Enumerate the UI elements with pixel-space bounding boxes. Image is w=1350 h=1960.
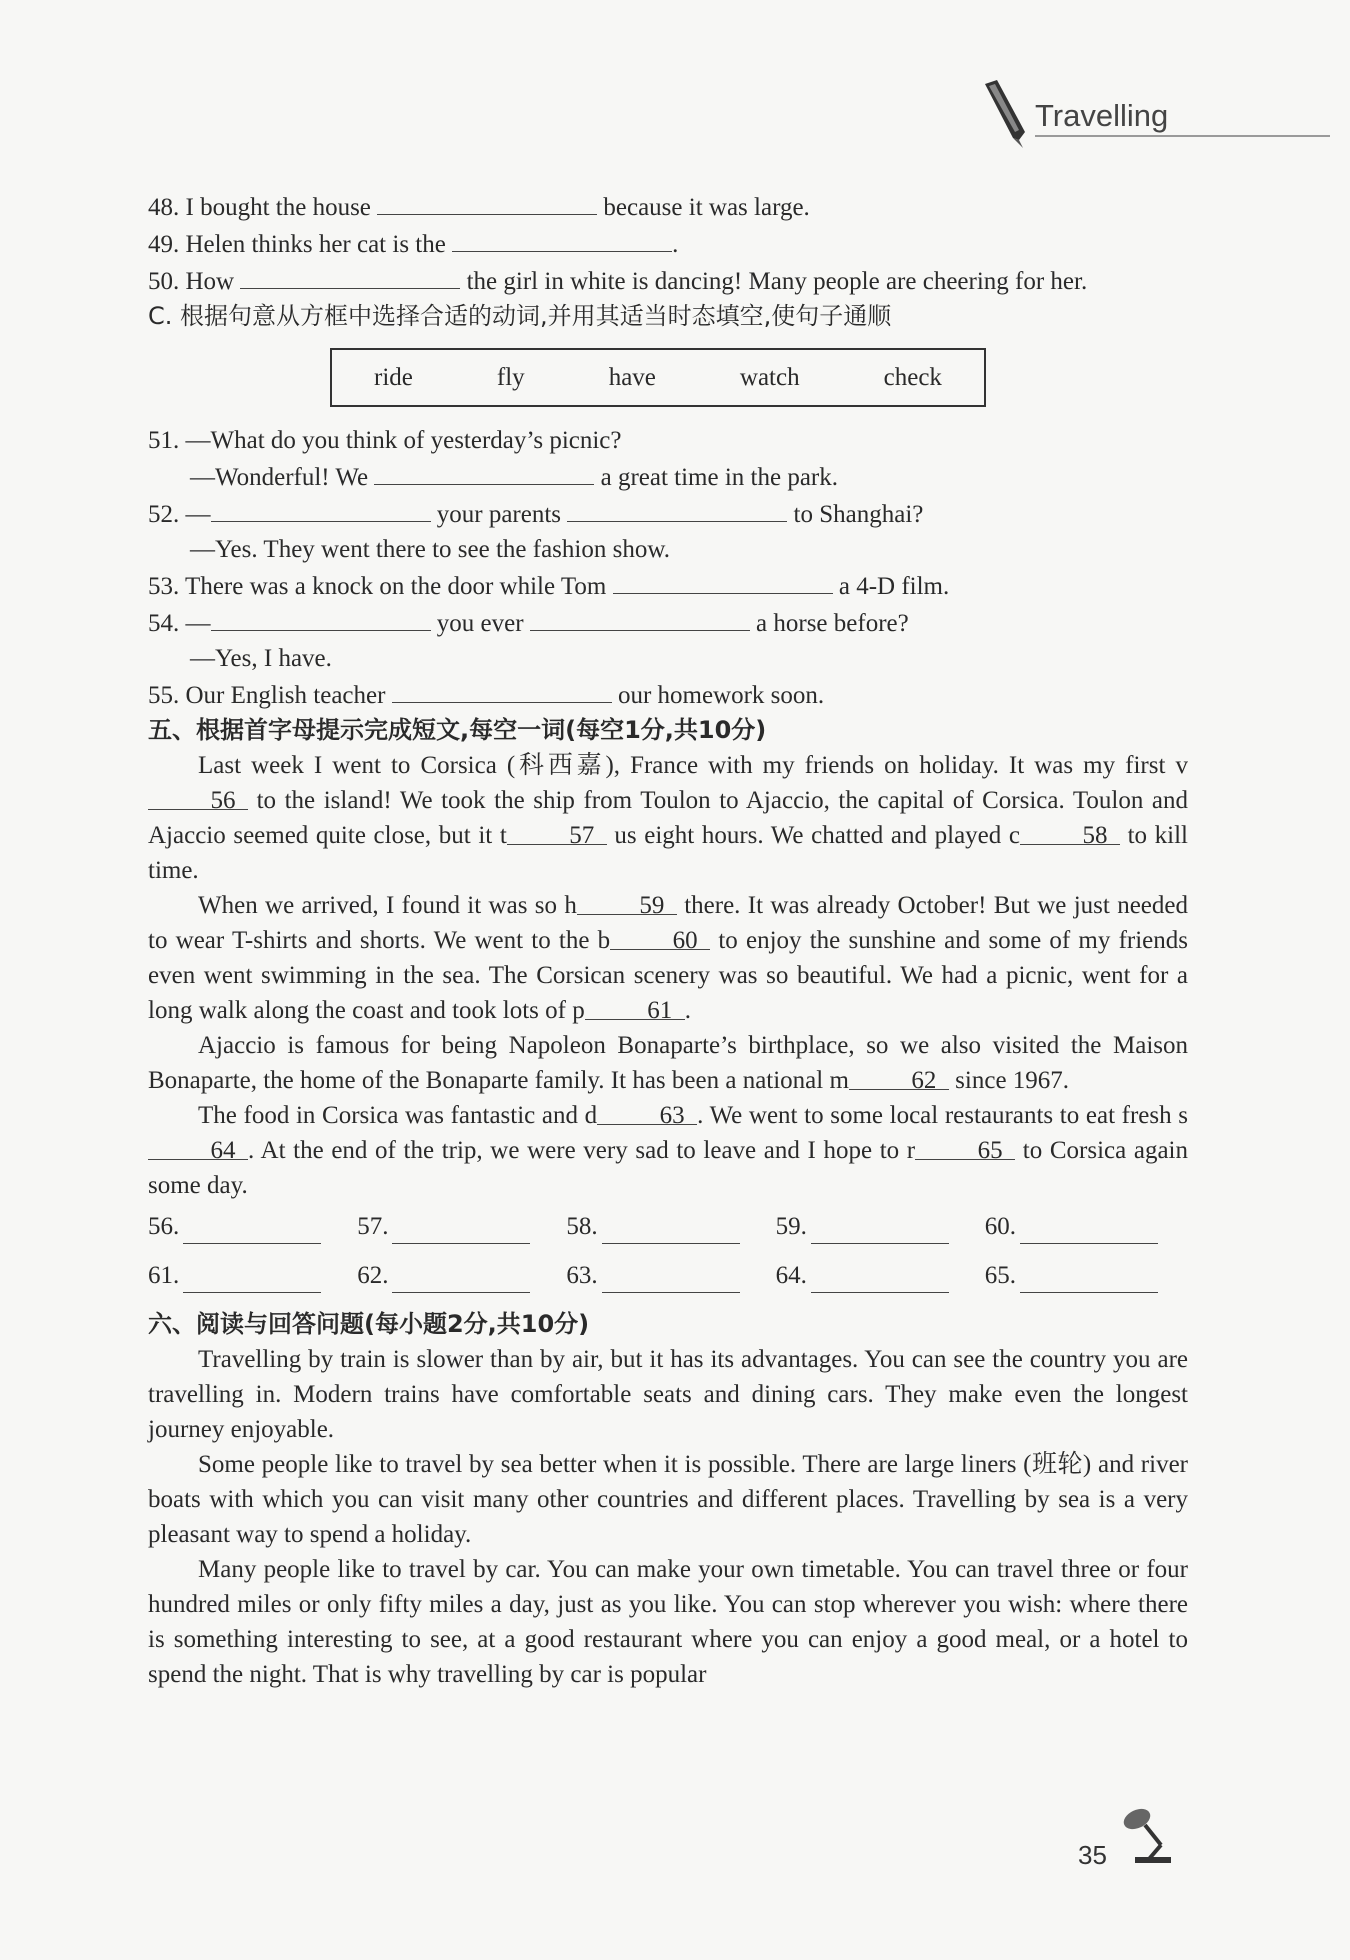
answer-blank[interactable] bbox=[811, 1217, 949, 1244]
blank-56[interactable]: 56 bbox=[148, 783, 248, 810]
q50-text-after: the girl in white is dancing! Many people are cheering for her. bbox=[460, 268, 1088, 295]
answer-blank[interactable] bbox=[602, 1266, 740, 1293]
answer-61 bbox=[148, 1258, 321, 1293]
p4-text-d: to Corsica again some day. bbox=[148, 1137, 1189, 1199]
q49-blank[interactable] bbox=[452, 225, 672, 252]
answer-label: 64. bbox=[775, 1262, 807, 1289]
blank-59[interactable]: 59 bbox=[577, 888, 677, 915]
q54-blank-1[interactable] bbox=[211, 604, 431, 631]
q48-blank[interactable] bbox=[377, 188, 597, 215]
p1-text-c: us eight hours. We chatted and played c bbox=[606, 822, 1020, 849]
answer-blank[interactable] bbox=[811, 1266, 949, 1293]
answer-label: 60. bbox=[984, 1213, 1016, 1240]
blank-65[interactable]: 65 bbox=[915, 1133, 1015, 1160]
answer-label: 61. bbox=[148, 1262, 180, 1289]
q52-text-c: to Shanghai? bbox=[787, 501, 924, 528]
q49-text-after: . bbox=[672, 231, 679, 258]
q49-text: 49. Helen thinks her cat is the bbox=[148, 231, 453, 258]
header-title: Travelling bbox=[1035, 98, 1169, 133]
question-54 bbox=[148, 604, 1188, 641]
answer-blank[interactable] bbox=[392, 1266, 530, 1293]
answer-blank[interactable] bbox=[1020, 1266, 1158, 1293]
answer-65 bbox=[985, 1258, 1158, 1293]
page-header bbox=[975, 80, 1330, 160]
p3-text-b: since 1967. bbox=[948, 1067, 1070, 1094]
passage-paragraph-3 bbox=[148, 1028, 1188, 1098]
section-6-title: 六、阅读与回答问题(每小题2分,共10分) bbox=[148, 1310, 590, 1338]
p1-text-a: Last week I went to Corsica (科西嘉), France with my friends on holiday. It was my first v bbox=[198, 752, 1188, 779]
answer-row-1 bbox=[148, 1209, 1158, 1244]
p3-text-a: Ajaccio is famous for being Napoleon Bonaparte’s birthplace, so we also visited the Maison Bonaparte, the home of the Bonaparte family. It has been a national m bbox=[148, 1032, 1188, 1094]
answer-blank[interactable] bbox=[183, 1217, 321, 1244]
q48-text: 48. I bought the house bbox=[148, 194, 378, 221]
p2-text-d: . bbox=[684, 997, 691, 1024]
p1-text-d: to kill time. bbox=[148, 822, 1188, 884]
section-5-title: 五、根据首字母提示完成短文,每空一词(每空1分,共10分) bbox=[148, 716, 767, 744]
answer-label: 62. bbox=[357, 1262, 389, 1289]
q55-text: 55. Our English teacher bbox=[148, 682, 392, 709]
question-53 bbox=[148, 567, 1188, 604]
q51-text-after: a great time in the park. bbox=[594, 464, 839, 491]
blank-57[interactable]: 57 bbox=[507, 818, 607, 845]
q48-text-after: because it was large. bbox=[597, 194, 810, 221]
q53-text-after: a 4-D film. bbox=[832, 573, 950, 600]
reading-paragraph-1: Travelling by train is slower than by air, but it has its advantages. You can see the country you are travelling in. Modern trains have comfortable seats and dining cars. They make even the longest journey enjoyable. bbox=[148, 1346, 1188, 1443]
answer-label: 59. bbox=[775, 1213, 807, 1240]
answer-blank[interactable] bbox=[392, 1217, 530, 1244]
section-c-instruction: C. 根据句意从方框中选择合适的动词,并用其适当时态填空,使句子通顺 bbox=[148, 302, 892, 330]
p2-text-c: to enjoy the sunshine and some of my friends even went swimming in the sea. The Corsican scenery was so beautiful. We had a picnic, went for a long walk along the coast and took lots of p bbox=[148, 927, 1188, 1024]
word-fly: fly bbox=[496, 364, 525, 391]
blank-63[interactable]: 63 bbox=[597, 1098, 697, 1125]
answer-63 bbox=[566, 1258, 739, 1293]
answer-64 bbox=[776, 1258, 949, 1293]
q53-blank[interactable] bbox=[613, 567, 833, 594]
answer-label: 57. bbox=[357, 1213, 389, 1240]
q50-blank[interactable] bbox=[240, 262, 460, 289]
passage-paragraph-1 bbox=[148, 748, 1188, 888]
reading-paragraph-3: Many people like to travel by car. You can make your own timetable. You can travel three or four hundred miles or only fifty miles a day, just as you like. You can stop wherever you wish: where there is something interesting to see, at a good restaurant where you can enjoy a good meal, or a hotel to spend the night. That is why travelling by car is popular bbox=[148, 1556, 1188, 1688]
question-50 bbox=[148, 262, 1188, 299]
p1-text-b: to the island! We took the ship from Toulon to Ajaccio, the capital of Corsica. Toulon and Ajaccio seemed quite close, but it t bbox=[148, 787, 1188, 849]
word-watch: watch bbox=[739, 364, 800, 391]
blank-61[interactable]: 61 bbox=[585, 993, 685, 1020]
word-check: check bbox=[883, 364, 942, 391]
question-52-line2: —Yes. They went there to see the fashion show. bbox=[190, 536, 671, 563]
question-49 bbox=[148, 225, 1188, 262]
word-box bbox=[330, 348, 986, 407]
answer-62 bbox=[357, 1258, 530, 1293]
p4-text-c: . At the end of the trip, we were very sad to leave and I hope to r bbox=[248, 1137, 916, 1164]
q53-text: 53. There was a knock on the door while Tom bbox=[148, 573, 613, 600]
blank-58[interactable]: 58 bbox=[1020, 818, 1120, 845]
q51-blank[interactable] bbox=[374, 458, 594, 485]
answer-blank[interactable] bbox=[1020, 1217, 1158, 1244]
pen-icon bbox=[975, 80, 1035, 150]
question-55 bbox=[148, 676, 1188, 713]
p4-text-b: . We went to some local restaurants to eat fresh s bbox=[697, 1102, 1188, 1129]
q52-blank-1[interactable] bbox=[211, 495, 431, 522]
answer-58 bbox=[566, 1209, 739, 1244]
word-have: have bbox=[608, 364, 656, 391]
answer-blank[interactable] bbox=[183, 1266, 321, 1293]
answer-57 bbox=[357, 1209, 530, 1244]
header-rule bbox=[1035, 135, 1330, 137]
question-48 bbox=[148, 188, 1188, 225]
answer-label: 58. bbox=[566, 1213, 598, 1240]
answer-label: 56. bbox=[148, 1213, 180, 1240]
q55-text-after: our homework soon. bbox=[611, 682, 825, 709]
question-54-line2: —Yes, I have. bbox=[190, 645, 332, 672]
q52-blank-2[interactable] bbox=[567, 495, 787, 522]
word-ride: ride bbox=[374, 364, 413, 391]
question-51-line1: 51. —What do you think of yesterday’s picnic? bbox=[148, 427, 622, 454]
q54-text-a: 54. — bbox=[148, 610, 211, 637]
passage-paragraph-4 bbox=[148, 1098, 1188, 1203]
answer-label: 63. bbox=[566, 1262, 598, 1289]
blank-64[interactable]: 64 bbox=[148, 1133, 248, 1160]
q52-text-a: 52. — bbox=[148, 501, 211, 528]
main-content bbox=[148, 188, 1188, 1692]
q54-blank-2[interactable] bbox=[530, 604, 750, 631]
answer-56 bbox=[148, 1209, 321, 1244]
q55-blank[interactable] bbox=[392, 676, 612, 703]
p2-text-a: When we arrived, I found it was so h bbox=[198, 892, 577, 919]
q54-text-b: you ever bbox=[430, 610, 530, 637]
blank-60[interactable]: 60 bbox=[610, 923, 710, 950]
q51-text: —Wonderful! We bbox=[190, 464, 375, 491]
p4-text-a: The food in Corsica was fantastic and d bbox=[198, 1102, 598, 1129]
blank-62[interactable]: 62 bbox=[849, 1063, 949, 1090]
page-number: 35 bbox=[1078, 1840, 1107, 1870]
q50-text: 50. How bbox=[148, 268, 241, 295]
q52-text-b: your parents bbox=[430, 501, 568, 528]
answer-label: 65. bbox=[984, 1262, 1016, 1289]
desk-lamp-icon bbox=[1115, 1805, 1175, 1865]
answer-59 bbox=[776, 1209, 949, 1244]
answer-row-2 bbox=[148, 1258, 1158, 1293]
reading-paragraph-2: Some people like to travel by sea better when it is possible. There are large liners (班轮) and river boats with which you can visit many other countries and different places. Travelling by sea is a very pleasant way to spend a holiday. bbox=[148, 1451, 1188, 1548]
question-51-line2 bbox=[148, 458, 1188, 495]
passage-paragraph-2 bbox=[148, 888, 1188, 1028]
answer-blank[interactable] bbox=[602, 1217, 740, 1244]
question-52 bbox=[148, 495, 1188, 532]
p2-text-b: there. It was already October! But we just needed to wear T-shirts and shorts. We went to the b bbox=[148, 892, 1188, 954]
answer-60 bbox=[985, 1209, 1158, 1244]
q54-text-c: a horse before? bbox=[749, 610, 909, 637]
